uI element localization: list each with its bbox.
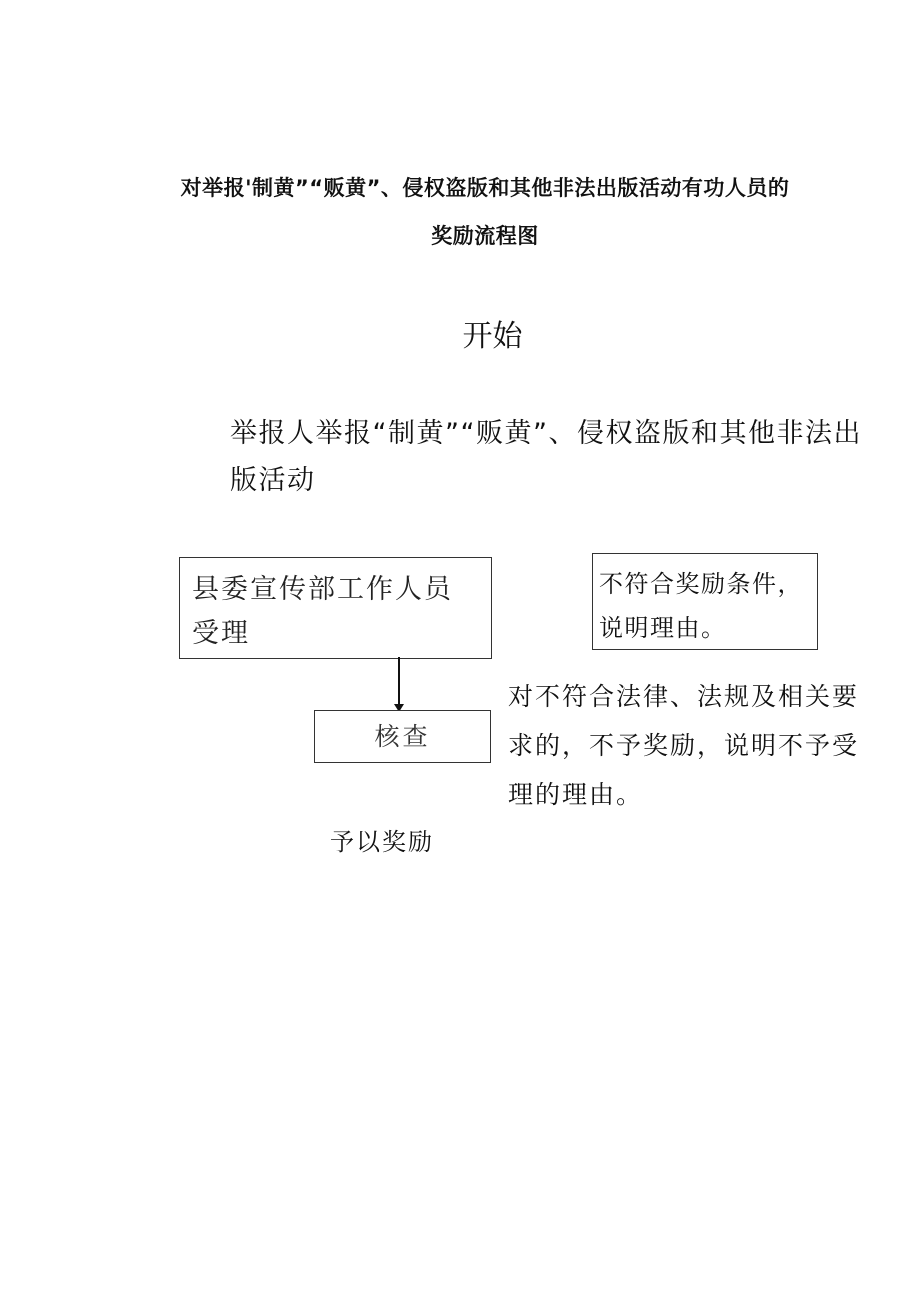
check-box: 核查 [314, 710, 491, 763]
reward-node: 予以奖励 [330, 828, 434, 856]
arrow-receive-to-check [385, 657, 415, 717]
not-compliant-note: 对不符合法律、法规及相关要求的，不予奖励，说明不予受理的理由。 [508, 682, 860, 809]
receive-box: 县委宣传部工作人员受理 [179, 557, 492, 659]
diagram-title-line-1: 对举报'制黄”“贩黄”、侵权盗版和其他非法出版活动有功人员的 [180, 176, 790, 200]
start-node: 开始 [462, 319, 523, 354]
diagram-title-line-2: 奖励流程图 [431, 224, 539, 248]
not-eligible-box: 不符合奖励条件，说明理由。 [592, 553, 818, 650]
report-node: 举报人举报“制黄”“贩黄”、侵权盗版和其他非法出版活动 [230, 418, 862, 496]
